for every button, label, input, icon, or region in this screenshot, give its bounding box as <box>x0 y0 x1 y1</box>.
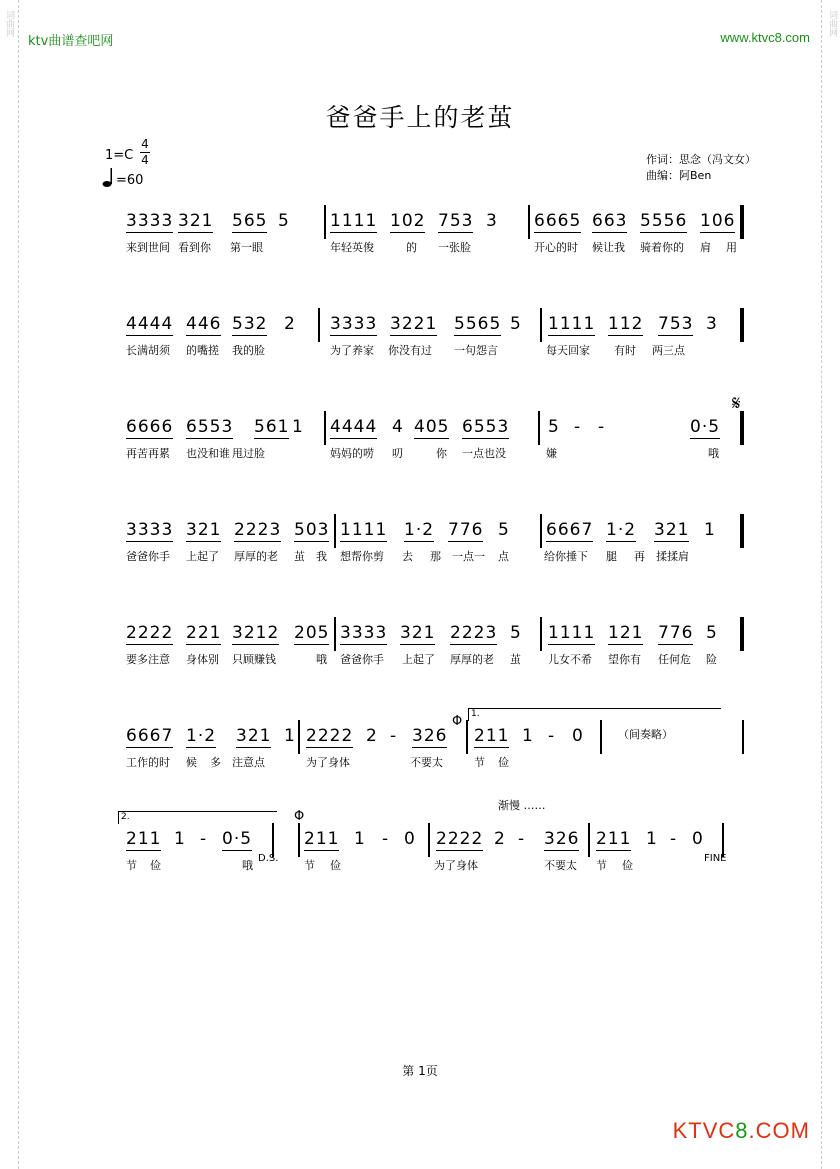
note-group: 102 <box>390 211 426 231</box>
bar-line <box>334 617 336 651</box>
lyric-text: 哦 <box>316 653 327 666</box>
note-group: 5 <box>510 623 522 643</box>
lyric-text: 厚厚的老 <box>234 550 278 563</box>
key-signature: 1=C <box>105 148 134 163</box>
note-group: 205 <box>294 623 330 643</box>
note-group: 5 <box>498 520 510 540</box>
bar-line <box>742 617 744 651</box>
lyric-text: 两三点 <box>652 344 685 357</box>
note-group: 1 <box>646 829 658 849</box>
lyric-text: 要多注意 <box>126 653 170 666</box>
note-group: 0 <box>572 726 584 746</box>
lyric-text: 每天回家 <box>546 344 590 357</box>
note-line <box>118 514 748 548</box>
lyric-text: 一点也没 <box>462 447 506 460</box>
note-group: 106 <box>700 211 736 231</box>
bar-line <box>272 823 274 857</box>
song-title: 爸爸手上的老茧 <box>325 103 515 132</box>
note-line <box>118 205 748 239</box>
site-name-left[interactable]: ktv曲谱查吧网 <box>28 34 114 49</box>
lyric-text: 一张脸 <box>438 241 471 254</box>
right-margin-strip <box>821 0 840 1169</box>
bar-line <box>428 823 430 857</box>
lyric-text: 俭 <box>150 859 161 872</box>
note-group: 5 <box>548 417 560 437</box>
lyric-text: 候 <box>186 756 197 769</box>
lyric-text: 爸爸你手 <box>340 653 384 666</box>
lyric-text: 节 <box>474 756 485 769</box>
note-group: 6667 <box>546 520 594 540</box>
bar-line <box>324 205 326 239</box>
ktvc8-logo: KTVC8.COM <box>672 1118 810 1143</box>
note-group: 2 <box>366 726 378 746</box>
note-group: 0 <box>692 829 704 849</box>
lyric-text: 哦 <box>242 859 253 872</box>
lyric-text: 为了身体 <box>434 859 478 872</box>
note-group: 753 <box>438 211 474 231</box>
lyric-text: 哦 <box>708 447 719 460</box>
note-group: 6553 <box>186 417 234 437</box>
lyric-text: 嫌 <box>546 447 557 460</box>
bar-line <box>600 720 602 754</box>
note-group: 321 <box>186 520 222 540</box>
note-group: 2223 <box>450 623 498 643</box>
note-group: 112 <box>608 314 644 334</box>
note-group: 0 <box>404 829 416 849</box>
note-group: 776 <box>448 520 484 540</box>
note-group: 5 <box>278 211 290 231</box>
note-group: 1 <box>292 417 304 437</box>
bar-line <box>742 411 744 445</box>
note-group: 1 <box>522 726 534 746</box>
note-group: 211 <box>126 829 162 849</box>
lyric-text: 肩 <box>700 241 711 254</box>
note-group: 1111 <box>548 314 596 334</box>
bar-line <box>298 823 300 857</box>
note-group: 503 <box>294 520 330 540</box>
note-group: 405 <box>414 417 450 437</box>
bar-line <box>538 411 540 445</box>
lyric-text: 只顾赚钱 <box>232 653 276 666</box>
bar-line <box>528 205 530 239</box>
lyric-text: 爸爸你手 <box>126 550 170 563</box>
note-group: 3212 <box>232 623 280 643</box>
tempo-value: =60 <box>116 173 144 188</box>
note-group: 6665 <box>534 211 582 231</box>
lyric-text: 一点一 <box>452 550 485 563</box>
bar-line <box>722 823 724 857</box>
lyric-text: 上起了 <box>186 550 219 563</box>
note-group: 1·2 <box>404 520 435 540</box>
lyric-text: 开心的时 <box>534 241 578 254</box>
note-group: 6667 <box>126 726 174 746</box>
coda-icon: Φ <box>294 809 305 824</box>
volta-bracket: 2. <box>118 811 277 824</box>
note-group: 0·5 <box>690 417 721 437</box>
note-group: 3333 <box>340 623 388 643</box>
note-line <box>118 308 748 342</box>
note-group: 5556 <box>640 211 688 231</box>
bar-line <box>742 720 744 754</box>
bar-line <box>298 720 300 754</box>
credits <box>646 152 756 184</box>
lyric-text: 腿 <box>606 550 617 563</box>
lyric-text: 候让我 <box>592 241 625 254</box>
note-group: 321 <box>654 520 690 540</box>
note-group: 4 <box>392 417 404 437</box>
lyric-text: 第一眼 <box>230 241 263 254</box>
note-group: 321 <box>400 623 436 643</box>
lyric-text: 用 <box>726 241 737 254</box>
lyric-text: 叨 <box>392 447 403 460</box>
lyric-text: 节 <box>126 859 137 872</box>
note-group: 776 <box>658 623 694 643</box>
lyric-text: 茧 <box>294 550 305 563</box>
note-group: 565 <box>232 211 268 231</box>
coda-icon: Φ <box>452 714 463 729</box>
lyric-text: 注意点 <box>232 756 265 769</box>
note-group: 4444 <box>126 314 174 334</box>
note-line <box>118 411 748 445</box>
note-group: 4444 <box>330 417 378 437</box>
lyric-text: 节 <box>304 859 315 872</box>
lyric-text: 为了身体 <box>306 756 350 769</box>
lyric-text: 的嘴搓 <box>186 344 219 357</box>
lyric-text: 上起了 <box>402 653 435 666</box>
left-margin-strip <box>0 0 19 1169</box>
lyric-text: 年轻英俊 <box>330 241 374 254</box>
lyric-text: 节 <box>596 859 607 872</box>
tempo-marking <box>102 168 143 188</box>
note-group: 3333 <box>126 211 174 231</box>
lyric-text: 给你捶下 <box>544 550 588 563</box>
lyric-text: 望你有 <box>608 653 641 666</box>
note-group: 2 <box>494 829 506 849</box>
lyric-text: 一句怨言 <box>454 344 498 357</box>
lyric-text: 妈妈的唠 <box>330 447 374 460</box>
lyric-text: 身体别 <box>186 653 219 666</box>
site-url-right[interactable]: www.ktvc8.com <box>720 30 810 45</box>
page-number: 第 1页 <box>402 1064 438 1078</box>
note-group: 1 <box>284 726 296 746</box>
lyric-text: 骑着你的 <box>640 241 684 254</box>
note-group: 2 <box>284 314 296 334</box>
note-group: - <box>382 829 390 849</box>
lyric-text: 不要太 <box>544 859 577 872</box>
note-group: 1 <box>174 829 186 849</box>
note-group: - <box>670 829 678 849</box>
bar-line <box>540 617 542 651</box>
bar-line <box>324 411 326 445</box>
lyric-text: 长满胡须 <box>126 344 170 357</box>
note-group: 2222 <box>306 726 354 746</box>
note-group: - <box>548 726 556 746</box>
note-group: 1 <box>704 520 716 540</box>
note-group: 3221 <box>390 314 438 334</box>
note-group: 6666 <box>126 417 174 437</box>
note-group: 6553 <box>462 417 510 437</box>
note-group: 663 <box>592 211 628 231</box>
time-signature <box>140 138 150 167</box>
note-group: 3333 <box>126 520 174 540</box>
lyric-text: 你 <box>436 447 447 460</box>
note-group: 1111 <box>330 211 378 231</box>
quarter-note-icon <box>102 168 116 188</box>
lyric-text: 不要太 <box>410 756 443 769</box>
watermark-left: 词曲网 <box>4 10 14 37</box>
note-group: 211 <box>474 726 510 746</box>
dal-segno: D.S. <box>258 853 279 864</box>
note-group: 1·2 <box>606 520 637 540</box>
lyric-text: 甩过脸 <box>232 447 265 460</box>
lyric-text: 再 <box>634 550 645 563</box>
bar-line <box>318 308 320 342</box>
note-group: - <box>598 417 606 437</box>
note-group: 446 <box>186 314 222 334</box>
note-group: 1111 <box>548 623 596 643</box>
note-group: 3 <box>486 211 498 231</box>
watermark-right: 词曲网 <box>827 10 837 37</box>
lyric-text: 险 <box>706 653 717 666</box>
note-group: 321 <box>178 211 214 231</box>
note-line <box>118 823 748 857</box>
lyric-text: 的 <box>406 241 417 254</box>
note-group: 753 <box>658 314 694 334</box>
composer: 曲编：阿Ben <box>646 169 712 182</box>
lyric-text: 再苦再累 <box>126 447 170 460</box>
note-group: 532 <box>232 314 268 334</box>
lyric-text: 俭 <box>330 859 341 872</box>
bar-line <box>334 514 336 548</box>
lyric-text: 俭 <box>498 756 509 769</box>
bar-line <box>466 720 468 754</box>
lyric-text: 工作的时 <box>126 756 170 769</box>
note-group: 2222 <box>126 623 174 643</box>
interlude-note: （间奏略） <box>618 728 673 741</box>
lyric-text: 我的脸 <box>232 344 265 357</box>
lyric-text: 任何危 <box>658 653 691 666</box>
lyric-text: 看到你 <box>178 241 211 254</box>
note-group: 1·2 <box>186 726 217 746</box>
ritardando: 渐慢 …… <box>498 799 546 812</box>
bar-line <box>742 514 744 548</box>
note-group: 3333 <box>330 314 378 334</box>
note-group: - <box>200 829 208 849</box>
lyric-text: 来到世间 <box>126 241 170 254</box>
note-group: 1 <box>354 829 366 849</box>
lyric-text: 有时 <box>614 344 636 357</box>
volta-bracket: 1. <box>468 708 721 721</box>
lyric-text: 揉揉肩 <box>656 550 689 563</box>
note-group: 121 <box>608 623 644 643</box>
lyric-text: 厚厚的老 <box>450 653 494 666</box>
note-group: 211 <box>596 829 632 849</box>
segno-icon: 𝄋 <box>732 391 741 415</box>
note-group: 2222 <box>436 829 484 849</box>
lyric-text: 点 <box>498 550 509 563</box>
lyric-text: 去 <box>402 550 413 563</box>
note-group: 5 <box>510 314 522 334</box>
lyric-text: 多 <box>210 756 221 769</box>
note-group: 2223 <box>234 520 282 540</box>
time-top: 4 <box>141 137 149 151</box>
note-group: 321 <box>236 726 272 746</box>
note-group: 0·5 <box>222 829 253 849</box>
lyric-text: 儿女不希 <box>548 653 592 666</box>
bar-line <box>588 823 590 857</box>
note-group: 5 <box>706 623 718 643</box>
note-group: - <box>574 417 582 437</box>
lyric-text: 想帮你剪 <box>340 550 384 563</box>
note-group: 3 <box>706 314 718 334</box>
lyric-text: 茧 <box>510 653 521 666</box>
lyric-text: 你没有过 <box>388 344 432 357</box>
note-group: 221 <box>186 623 222 643</box>
bar-line <box>540 308 542 342</box>
note-group: 1111 <box>340 520 388 540</box>
time-bottom: 4 <box>141 153 149 167</box>
fine-marking: FINE <box>704 853 727 864</box>
lyric-text: 那 <box>430 550 441 563</box>
note-group: - <box>518 829 526 849</box>
bar-line <box>540 514 542 548</box>
bar-line <box>742 308 744 342</box>
note-group: 211 <box>304 829 340 849</box>
lyric-text: 我 <box>316 550 327 563</box>
note-group: - <box>390 726 398 746</box>
lyric-text: 也没和谁 <box>186 447 230 460</box>
note-group: 5565 <box>454 314 502 334</box>
note-group: 561 <box>254 417 290 437</box>
lyricist: 作词：思念（冯文女） <box>646 153 756 166</box>
bar-line <box>742 205 744 239</box>
note-group: 326 <box>544 829 580 849</box>
lyric-text: 俭 <box>622 859 633 872</box>
note-line <box>118 617 748 651</box>
note-group: 326 <box>412 726 448 746</box>
lyric-text: 为了养家 <box>330 344 374 357</box>
